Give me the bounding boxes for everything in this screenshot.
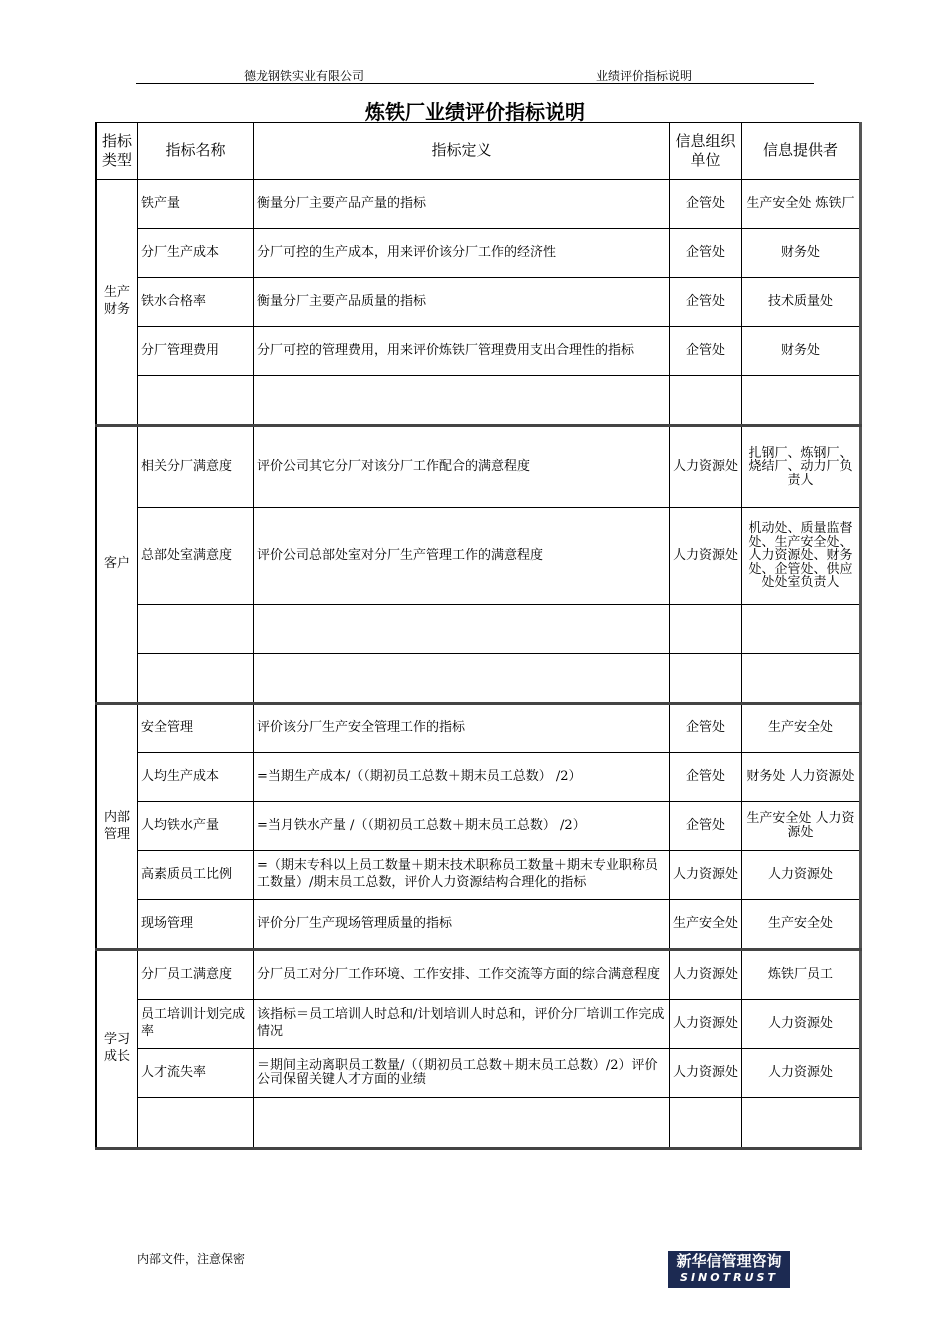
table-row — [96, 900, 861, 950]
metric-provider: 技术质量处 — [742, 278, 861, 327]
metric-provider: 生产安全处 — [742, 704, 861, 753]
table-row — [96, 704, 861, 753]
metric-definition: =当月铁水产量 /（（期初员工总数＋期末员工总数） /2） — [254, 802, 670, 851]
logo-en-text: SINOTRUST — [680, 1271, 778, 1284]
metric-definition: ＝期间主动离职员工数量/（（期初员工总数＋期末员工总数）/2）评价公司保留关键人才方面的业绩 — [254, 1049, 670, 1098]
metric-name: 现场管理 — [138, 900, 254, 950]
metric-definition: 分厂可控的管理费用，用来评价炼铁厂管理费用支出合理性的指标 — [254, 327, 670, 376]
header-company: 德龙钢铁实业有限公司 — [244, 69, 365, 83]
col-header-provider: 信息提供者 — [742, 123, 861, 180]
metric-org: 企管处 — [670, 753, 742, 802]
metric-name: 铁产量 — [138, 180, 254, 229]
metric-provider: 炼铁厂员工 — [742, 950, 861, 1000]
metric-org: 人力资源处 — [670, 508, 742, 605]
metric-name: 高素质员工比例 — [138, 851, 254, 900]
empty-cell — [742, 1098, 861, 1149]
empty-cell — [742, 376, 861, 426]
logo-cn-text: 新华信管理咨询 — [676, 1252, 782, 1270]
empty-cell — [138, 654, 254, 704]
metric-org: 企管处 — [670, 229, 742, 278]
header-doc-name: 业绩评价指标说明 — [596, 69, 693, 83]
metric-org: 企管处 — [670, 802, 742, 851]
metric-provider: 财务处 — [742, 229, 861, 278]
section-type: 内部管理 — [96, 704, 138, 950]
col-header-definition: 指标定义 — [254, 123, 670, 180]
section-type: 客户 — [96, 426, 138, 704]
metric-org: 企管处 — [670, 180, 742, 229]
metric-definition: 衡量分厂主要产品质量的指标 — [254, 278, 670, 327]
metric-name: 分厂员工满意度 — [138, 950, 254, 1000]
page-title: 炼铁厂业绩评价指标说明 — [365, 100, 585, 124]
metric-org: 企管处 — [670, 704, 742, 753]
metric-definition: 评价分厂生产现场管理质量的指标 — [254, 900, 670, 950]
table-row — [96, 1000, 861, 1049]
sinotrust-logo — [668, 1251, 790, 1288]
metric-definition: 评价公司总部处室对分厂生产管理工作的满意程度 — [254, 508, 670, 605]
metric-name: 人均生产成本 — [138, 753, 254, 802]
metric-org: 人力资源处 — [670, 851, 742, 900]
metric-org: 生产安全处 — [670, 900, 742, 950]
col-header-name: 指标名称 — [138, 123, 254, 180]
metric-definition: 分厂可控的生产成本，用来评价该分厂工作的经济性 — [254, 229, 670, 278]
metric-provider: 人力资源处 — [742, 851, 861, 900]
metric-name: 分厂管理费用 — [138, 327, 254, 376]
metric-name: 人均铁水产量 — [138, 802, 254, 851]
table-row — [96, 180, 861, 229]
metric-org: 企管处 — [670, 327, 742, 376]
table-row-empty — [96, 605, 861, 654]
empty-cell — [670, 654, 742, 704]
metric-provider: 人力资源处 — [742, 1049, 861, 1098]
footer-note: 内部文件，注意保密 — [137, 1252, 246, 1266]
table-row — [96, 229, 861, 278]
table-row — [96, 426, 861, 508]
table-row — [96, 278, 861, 327]
empty-cell — [254, 654, 670, 704]
col-header-org: 信息组织单位 — [670, 123, 742, 180]
table-row — [96, 851, 861, 900]
metric-name: 人才流失率 — [138, 1049, 254, 1098]
metric-org: 人力资源处 — [670, 1049, 742, 1098]
metric-org: 人力资源处 — [670, 426, 742, 508]
metric-org: 人力资源处 — [670, 950, 742, 1000]
table-row — [96, 753, 861, 802]
metric-name: 安全管理 — [138, 704, 254, 753]
metric-name: 分厂生产成本 — [138, 229, 254, 278]
header-rule — [136, 83, 814, 84]
metrics-table — [95, 122, 862, 1150]
section-type: 学习成长 — [96, 950, 138, 1149]
metric-provider: 人力资源处 — [742, 1000, 861, 1049]
metric-name: 员工培训计划完成率 — [138, 1000, 254, 1049]
table-row-empty — [96, 654, 861, 704]
empty-cell — [254, 376, 670, 426]
empty-cell — [254, 605, 670, 654]
section-type: 生产财务 — [96, 180, 138, 426]
table-row-empty — [96, 376, 861, 426]
metric-provider: 机动处、质量监督处、生产安全处、人力资源处、财务处、企管处、供应处处室负责人 — [742, 508, 861, 605]
metric-provider: 生产安全处 — [742, 900, 861, 950]
table-row — [96, 950, 861, 1000]
metrics-table-wrapper — [95, 122, 862, 1150]
empty-cell — [138, 1098, 254, 1149]
metric-definition: 该指标＝员工培训人时总和/计划培训人时总和，评价分厂培训工作完成情况 — [254, 1000, 670, 1049]
table-header-row — [96, 123, 861, 180]
metric-definition: 分厂员工对分厂工作环境、工作安排、工作交流等方面的综合满意程度 — [254, 950, 670, 1000]
empty-cell — [670, 605, 742, 654]
metric-provider: 生产安全处 炼铁厂 — [742, 180, 861, 229]
metric-definition: 评价该分厂生产安全管理工作的指标 — [254, 704, 670, 753]
table-row — [96, 327, 861, 376]
metric-name: 相关分厂满意度 — [138, 426, 254, 508]
empty-cell — [670, 376, 742, 426]
metric-definition: 衡量分厂主要产品产量的指标 — [254, 180, 670, 229]
metric-provider: 财务处 人力资源处 — [742, 753, 861, 802]
metric-org: 企管处 — [670, 278, 742, 327]
table-row-empty — [96, 1098, 861, 1149]
empty-cell — [138, 605, 254, 654]
metric-definition: =（期末专科以上员工数量＋期末技术职称员工数量＋期末专业职称员工数量）/期末员工总数，评价人力资源结构合理化的指标 — [254, 851, 670, 900]
metric-provider: 生产安全处 人力资源处 — [742, 802, 861, 851]
metric-name: 铁水合格率 — [138, 278, 254, 327]
empty-cell — [254, 1098, 670, 1149]
empty-cell — [138, 376, 254, 426]
metric-org: 人力资源处 — [670, 1000, 742, 1049]
table-row — [96, 508, 861, 605]
metric-definition: 评价公司其它分厂对该分厂工作配合的满意程度 — [254, 426, 670, 508]
metric-name: 总部处室满意度 — [138, 508, 254, 605]
metric-provider: 扎钢厂、炼钢厂、烧结厂、动力厂负责人 — [742, 426, 861, 508]
col-header-type: 指标类型 — [96, 123, 138, 180]
empty-cell — [742, 654, 861, 704]
table-row — [96, 802, 861, 851]
metric-provider: 财务处 — [742, 327, 861, 376]
empty-cell — [670, 1098, 742, 1149]
empty-cell — [742, 605, 861, 654]
metric-definition: =当期生产成本/（（期初员工总数＋期末员工总数） /2） — [254, 753, 670, 802]
table-row — [96, 1049, 861, 1098]
